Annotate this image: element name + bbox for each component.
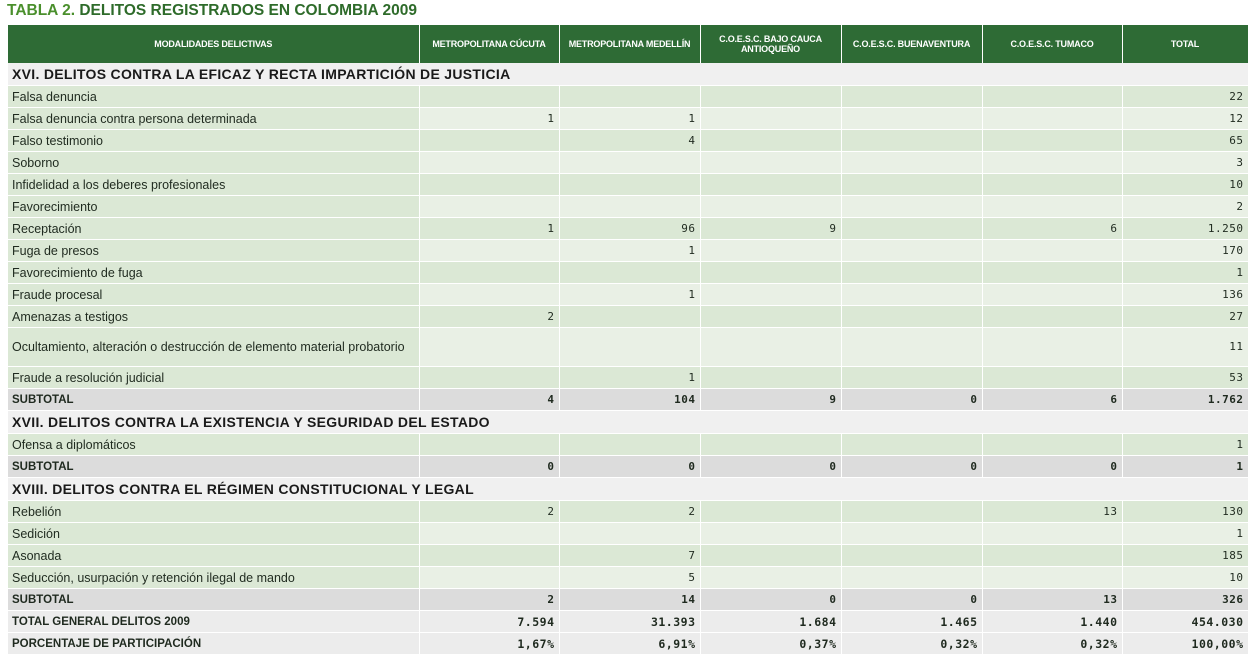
- cell-value: [700, 240, 841, 262]
- cell-value: [841, 306, 982, 328]
- row-label: SUBTOTAL: [8, 389, 419, 411]
- cell-value: [700, 262, 841, 284]
- cell-value: 13: [982, 501, 1122, 523]
- cell-value: 2: [419, 589, 559, 611]
- cell-value: [700, 196, 841, 218]
- cell-value: [841, 434, 982, 456]
- table-row: [8, 567, 1248, 589]
- cell-value: [841, 196, 982, 218]
- row-label: Ofensa a diplomáticos: [8, 434, 419, 456]
- table-row: [8, 262, 1248, 284]
- cell-value: 136: [1122, 284, 1248, 306]
- cell-value: 1,67%: [419, 633, 559, 655]
- cell-value: [982, 367, 1122, 389]
- cell-value: 0: [841, 589, 982, 611]
- subtotal-row: [8, 456, 1248, 478]
- row-label: Falsa denuncia: [8, 86, 419, 108]
- row-label: Asonada: [8, 545, 419, 567]
- cell-value: 14: [559, 589, 700, 611]
- cell-value: 1: [1122, 262, 1248, 284]
- cell-value: [841, 367, 982, 389]
- row-label: Soborno: [8, 152, 419, 174]
- section-title: XVI. DELITOS CONTRA LA EFICAZ Y RECTA IMPARTICIÓN DE JUSTICIA: [8, 63, 1248, 86]
- row-label: Ocultamiento, alteración o destrucción de elemento material probatorio: [8, 328, 419, 367]
- section-header: [8, 63, 1248, 86]
- cell-value: 326: [1122, 589, 1248, 611]
- cell-value: [982, 240, 1122, 262]
- row-label: SUBTOTAL: [8, 589, 419, 611]
- row-label: Fraude procesal: [8, 284, 419, 306]
- table-row: [8, 284, 1248, 306]
- table-row: [8, 434, 1248, 456]
- cell-value: 65: [1122, 130, 1248, 152]
- cell-value: 1: [559, 240, 700, 262]
- section-header: [8, 411, 1248, 434]
- row-label: Favorecimiento: [8, 196, 419, 218]
- cell-value: [700, 86, 841, 108]
- cell-value: [700, 284, 841, 306]
- cell-value: [700, 367, 841, 389]
- cell-value: 1: [419, 108, 559, 130]
- table-row: [8, 152, 1248, 174]
- table-label: TABLA 2.: [7, 2, 76, 19]
- cell-value: [982, 86, 1122, 108]
- cell-value: 1.684: [700, 611, 841, 633]
- cell-value: [419, 196, 559, 218]
- cell-value: 2: [419, 501, 559, 523]
- cell-value: 2: [559, 501, 700, 523]
- cell-value: [700, 108, 841, 130]
- section-title: XVIII. DELITOS CONTRA EL RÉGIMEN CONSTITUCIONAL Y LEGAL: [8, 478, 1248, 501]
- cell-value: 3: [1122, 152, 1248, 174]
- row-label: Amenazas a testigos: [8, 306, 419, 328]
- section-title: XVII. DELITOS CONTRA LA EXISTENCIA Y SEGURIDAD DEL ESTADO: [8, 411, 1248, 434]
- cell-value: 0: [419, 456, 559, 478]
- cell-value: [841, 545, 982, 567]
- cell-value: 0,32%: [982, 633, 1122, 655]
- cell-value: [841, 501, 982, 523]
- header-total: TOTAL: [1122, 25, 1248, 63]
- cell-value: [419, 567, 559, 589]
- cell-value: [700, 152, 841, 174]
- header-bajo-cauca: C.O.E.S.C. BAJO CAUCA ANTIOQUEÑO: [700, 25, 841, 63]
- table-row: [8, 545, 1248, 567]
- cell-value: 0,37%: [700, 633, 841, 655]
- subtotal-row: [8, 589, 1248, 611]
- cell-value: 6,91%: [559, 633, 700, 655]
- cell-value: [841, 328, 982, 367]
- cell-value: 1: [559, 284, 700, 306]
- cell-value: 130: [1122, 501, 1248, 523]
- total-general-row: [8, 611, 1248, 633]
- cell-value: 4: [559, 130, 700, 152]
- row-label: Favorecimiento de fuga: [8, 262, 419, 284]
- section-header: [8, 478, 1248, 501]
- cell-value: [982, 284, 1122, 306]
- cell-value: 12: [1122, 108, 1248, 130]
- cell-value: [419, 130, 559, 152]
- table-row: [8, 108, 1248, 130]
- cell-value: 7: [559, 545, 700, 567]
- table-row: [8, 218, 1248, 240]
- cell-value: [700, 434, 841, 456]
- cell-value: [982, 434, 1122, 456]
- cell-value: 1: [1122, 434, 1248, 456]
- cell-value: 11: [1122, 328, 1248, 367]
- table-row: [8, 86, 1248, 108]
- cell-value: [700, 523, 841, 545]
- row-label: Falso testimonio: [8, 130, 419, 152]
- cell-value: 10: [1122, 174, 1248, 196]
- cell-value: [841, 523, 982, 545]
- cell-value: [841, 130, 982, 152]
- table-title-text: DELITOS REGISTRADOS EN COLOMBIA 2009: [79, 2, 417, 19]
- cell-value: 454.030: [1122, 611, 1248, 633]
- cell-value: 104: [559, 389, 700, 411]
- cell-value: [559, 434, 700, 456]
- cell-value: [419, 284, 559, 306]
- table-row: [8, 328, 1248, 367]
- cell-value: 27: [1122, 306, 1248, 328]
- cell-value: 1: [1122, 456, 1248, 478]
- cell-value: [841, 284, 982, 306]
- cell-value: [419, 240, 559, 262]
- cell-value: [559, 152, 700, 174]
- cell-value: [841, 108, 982, 130]
- cell-value: [559, 328, 700, 367]
- cell-value: [419, 152, 559, 174]
- percentage-row: [8, 633, 1248, 655]
- cell-value: 31.393: [559, 611, 700, 633]
- cell-value: [982, 306, 1122, 328]
- row-label: TOTAL GENERAL DELITOS 2009: [8, 611, 419, 633]
- cell-value: [982, 523, 1122, 545]
- subtotal-row: [8, 389, 1248, 411]
- cell-value: [841, 567, 982, 589]
- table-title: [7, 2, 417, 20]
- cell-value: [982, 545, 1122, 567]
- cell-value: [559, 86, 700, 108]
- cell-value: [841, 218, 982, 240]
- row-label: Rebelión: [8, 501, 419, 523]
- cell-value: 1: [1122, 523, 1248, 545]
- table-body: [8, 63, 1248, 655]
- cell-value: [419, 328, 559, 367]
- cell-value: 4: [419, 389, 559, 411]
- cell-value: [419, 545, 559, 567]
- row-label: SUBTOTAL: [8, 456, 419, 478]
- cell-value: [559, 174, 700, 196]
- cell-value: [419, 367, 559, 389]
- cell-value: [419, 86, 559, 108]
- cell-value: 1.762: [1122, 389, 1248, 411]
- header-buenaventura: C.O.E.S.C. BUENAVENTURA: [841, 25, 982, 63]
- cell-value: [700, 545, 841, 567]
- cell-value: 1.440: [982, 611, 1122, 633]
- cell-value: [982, 152, 1122, 174]
- cell-value: [559, 196, 700, 218]
- cell-value: 13: [982, 589, 1122, 611]
- cell-value: 170: [1122, 240, 1248, 262]
- cell-value: 2: [419, 306, 559, 328]
- table-row: [8, 174, 1248, 196]
- row-label: Fuga de presos: [8, 240, 419, 262]
- cell-value: [841, 174, 982, 196]
- crime-table: [8, 25, 1249, 655]
- cell-value: 1.465: [841, 611, 982, 633]
- cell-value: 9: [700, 389, 841, 411]
- cell-value: [700, 567, 841, 589]
- cell-value: 7.594: [419, 611, 559, 633]
- cell-value: 22: [1122, 86, 1248, 108]
- cell-value: [559, 306, 700, 328]
- cell-value: 1: [419, 218, 559, 240]
- cell-value: 100,00%: [1122, 633, 1248, 655]
- row-label: Infidelidad a los deberes profesionales: [8, 174, 419, 196]
- row-label: Sedición: [8, 523, 419, 545]
- cell-value: [559, 523, 700, 545]
- cell-value: [419, 434, 559, 456]
- row-label: Seducción, usurpación y retención ilegal de mando: [8, 567, 419, 589]
- cell-value: 0: [700, 456, 841, 478]
- cell-value: [982, 130, 1122, 152]
- table-row: [8, 240, 1248, 262]
- cell-value: 0: [982, 456, 1122, 478]
- cell-value: 185: [1122, 545, 1248, 567]
- cell-value: [982, 567, 1122, 589]
- header-medellin: METROPOLITANA MEDELLÍN: [559, 25, 700, 63]
- cell-value: 0: [559, 456, 700, 478]
- cell-value: 0: [700, 589, 841, 611]
- cell-value: 1: [559, 367, 700, 389]
- header-tumaco: C.O.E.S.C. TUMACO: [982, 25, 1122, 63]
- cell-value: 9: [700, 218, 841, 240]
- cell-value: 53: [1122, 367, 1248, 389]
- cell-value: 96: [559, 218, 700, 240]
- cell-value: [700, 501, 841, 523]
- row-label: Receptación: [8, 218, 419, 240]
- table-row: [8, 130, 1248, 152]
- cell-value: 0: [841, 389, 982, 411]
- row-label: Falsa denuncia contra persona determinada: [8, 108, 419, 130]
- cell-value: [841, 152, 982, 174]
- cell-value: 0: [841, 456, 982, 478]
- cell-value: [841, 240, 982, 262]
- table-row: [8, 196, 1248, 218]
- cell-value: [982, 328, 1122, 367]
- cell-value: [982, 262, 1122, 284]
- table-row: [8, 367, 1248, 389]
- cell-value: [982, 174, 1122, 196]
- cell-value: [841, 86, 982, 108]
- cell-value: 6: [982, 218, 1122, 240]
- cell-value: 10: [1122, 567, 1248, 589]
- table-row: [8, 523, 1248, 545]
- cell-value: [700, 306, 841, 328]
- header-cucuta: METROPOLITANA CÚCUTA: [419, 25, 559, 63]
- cell-value: [700, 174, 841, 196]
- cell-value: 2: [1122, 196, 1248, 218]
- cell-value: [700, 328, 841, 367]
- table-row: [8, 501, 1248, 523]
- cell-value: [419, 262, 559, 284]
- header-row: [8, 25, 1248, 63]
- cell-value: 5: [559, 567, 700, 589]
- cell-value: [700, 130, 841, 152]
- cell-value: [982, 108, 1122, 130]
- cell-value: 0,32%: [841, 633, 982, 655]
- table-row: [8, 306, 1248, 328]
- row-label: PORCENTAJE DE PARTICIPACIÓN: [8, 633, 419, 655]
- cell-value: [419, 174, 559, 196]
- cell-value: 6: [982, 389, 1122, 411]
- cell-value: [419, 523, 559, 545]
- cell-value: [559, 262, 700, 284]
- cell-value: [841, 262, 982, 284]
- cell-value: [982, 196, 1122, 218]
- row-label: Fraude a resolución judicial: [8, 367, 419, 389]
- cell-value: 1.250: [1122, 218, 1248, 240]
- cell-value: 1: [559, 108, 700, 130]
- header-modalidades: MODALIDADES DELICTIVAS: [8, 25, 419, 63]
